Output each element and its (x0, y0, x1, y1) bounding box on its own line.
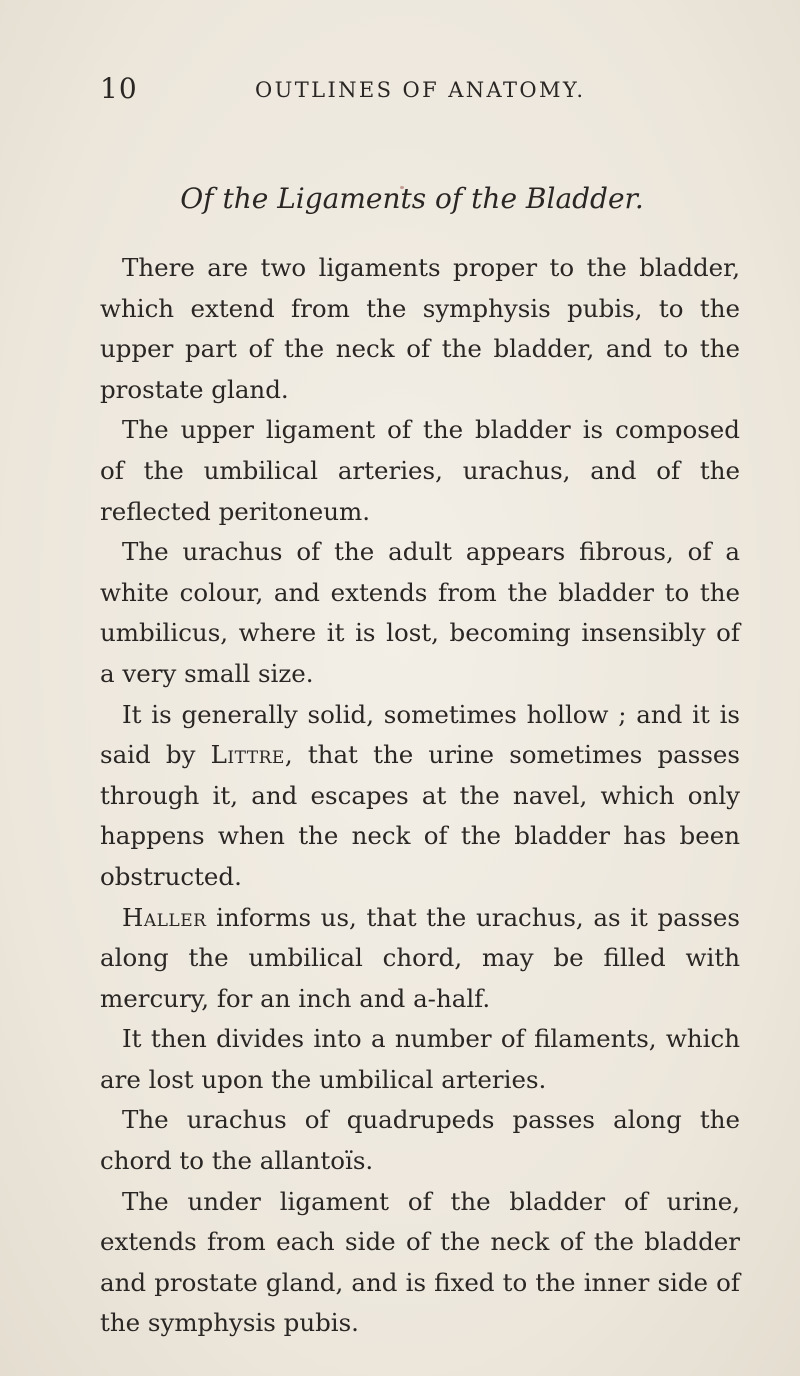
paragraph: There are two ligaments proper to the bladder, which extend from the symphysis pubis, to the upper part of the neck of the bladder, and to the prostate gland. (100, 253, 740, 404)
author-name-littre: Littre (210, 740, 285, 770)
paragraph-littre (100, 695, 740, 898)
author-name-haller: Haller (122, 902, 207, 932)
page-number: 10 (100, 72, 138, 105)
paragraph: The upper ligament of the bladder is composed of the umbilical arteries, urachus, and of the reflected peritoneum. (100, 415, 740, 526)
paragraph: The under ligament of the bladder of urine, extends from each side of the neck of the bladder and prostate gland, and is fixed to the inner side of the symphysis pubis. (100, 1186, 740, 1338)
text-run: informs us, that the urachus, as it passes along the umbilical chord, may be filled with mercury, for an inch and a-half. (100, 902, 740, 1013)
paragraph: It then divides into a number of filaments, which are lost upon the umbilical arteries. (100, 1024, 740, 1094)
paragraph: The urachus of the adult appears fibrous, of a white colour, and extends from the bladder to the umbilicus, where it is lost, becoming insensibly of a very small size. (100, 537, 740, 688)
section-heading: Of the Ligaments of the Bladder. (180, 182, 644, 215)
text-run: , that the urine sometimes passes through it, and escapes at the navel, which only happens when the neck of the bladder has been obstructed. (100, 740, 740, 891)
paragraph: The urachus of quadrupeds passes along the chord to the allantoïs. (100, 1105, 740, 1176)
running-head (0, 72, 800, 112)
running-title: OUTLINES OF ANATOMY. (255, 78, 586, 102)
body-text (100, 248, 740, 1344)
text-run: It is generally solid, sometimes hollow ; and it is said by (100, 699, 740, 770)
paragraph-haller (100, 898, 740, 1020)
